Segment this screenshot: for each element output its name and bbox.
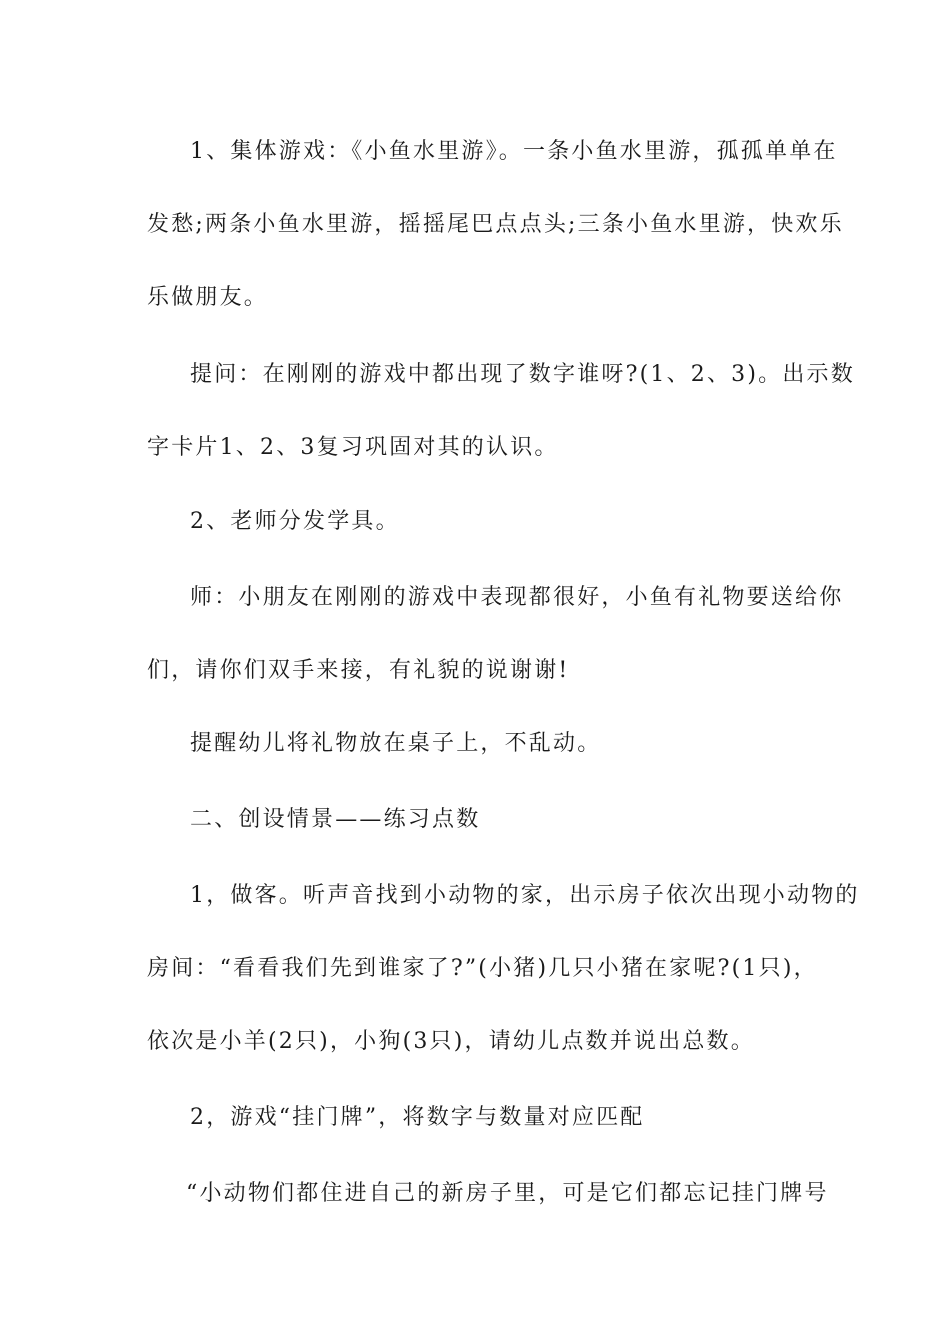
paragraph-line: 师：小朋友在刚刚的游戏中表现都很好，小鱼有礼物要送给你 (190, 585, 844, 610)
section-heading: 二、创设情景——练习点数 (190, 807, 481, 832)
paragraph-line: 乐做朋友。 (147, 285, 269, 310)
paragraph-line: 提醒幼儿将礼物放在桌子上，不乱动。 (190, 731, 602, 756)
paragraph-line: 2、老师分发学具。 (190, 509, 400, 534)
paragraph-line: 提问：在刚刚的游戏中都出现了数字谁呀?(1、2、3)。出示数 (190, 362, 855, 387)
paragraph-line: 们，请你们双手来接，有礼貌的说谢谢! (147, 658, 570, 683)
paragraph-line: 房间：“看看我们先到谁家了?”(小猪)几只小猪在家呢?(1只)， (147, 956, 818, 981)
paragraph-line: 1、集体游戏：《小鱼水里游》。一条小鱼水里游，孤孤单单在 (190, 139, 838, 164)
paragraph-line: 1，做客。听声音找到小动物的家，出示房子依次出现小动物的 (190, 883, 860, 908)
paragraph-line: 2，游戏“挂门牌”，将数字与数量对应匹配 (190, 1105, 645, 1130)
paragraph-line: 依次是小羊(2只)，小狗(3只)，请幼儿点数并说出总数。 (147, 1029, 755, 1054)
paragraph-line: “小动物们都住进自己的新房子里，可是它们都忘记挂门牌号 (186, 1181, 829, 1206)
paragraph-line: 发愁;两条小鱼水里游，摇摇尾巴点点头;三条小鱼水里游，快欢乐 (147, 212, 844, 237)
paragraph-line: 字卡片1、2、3复习巩固对其的认识。 (147, 435, 559, 460)
